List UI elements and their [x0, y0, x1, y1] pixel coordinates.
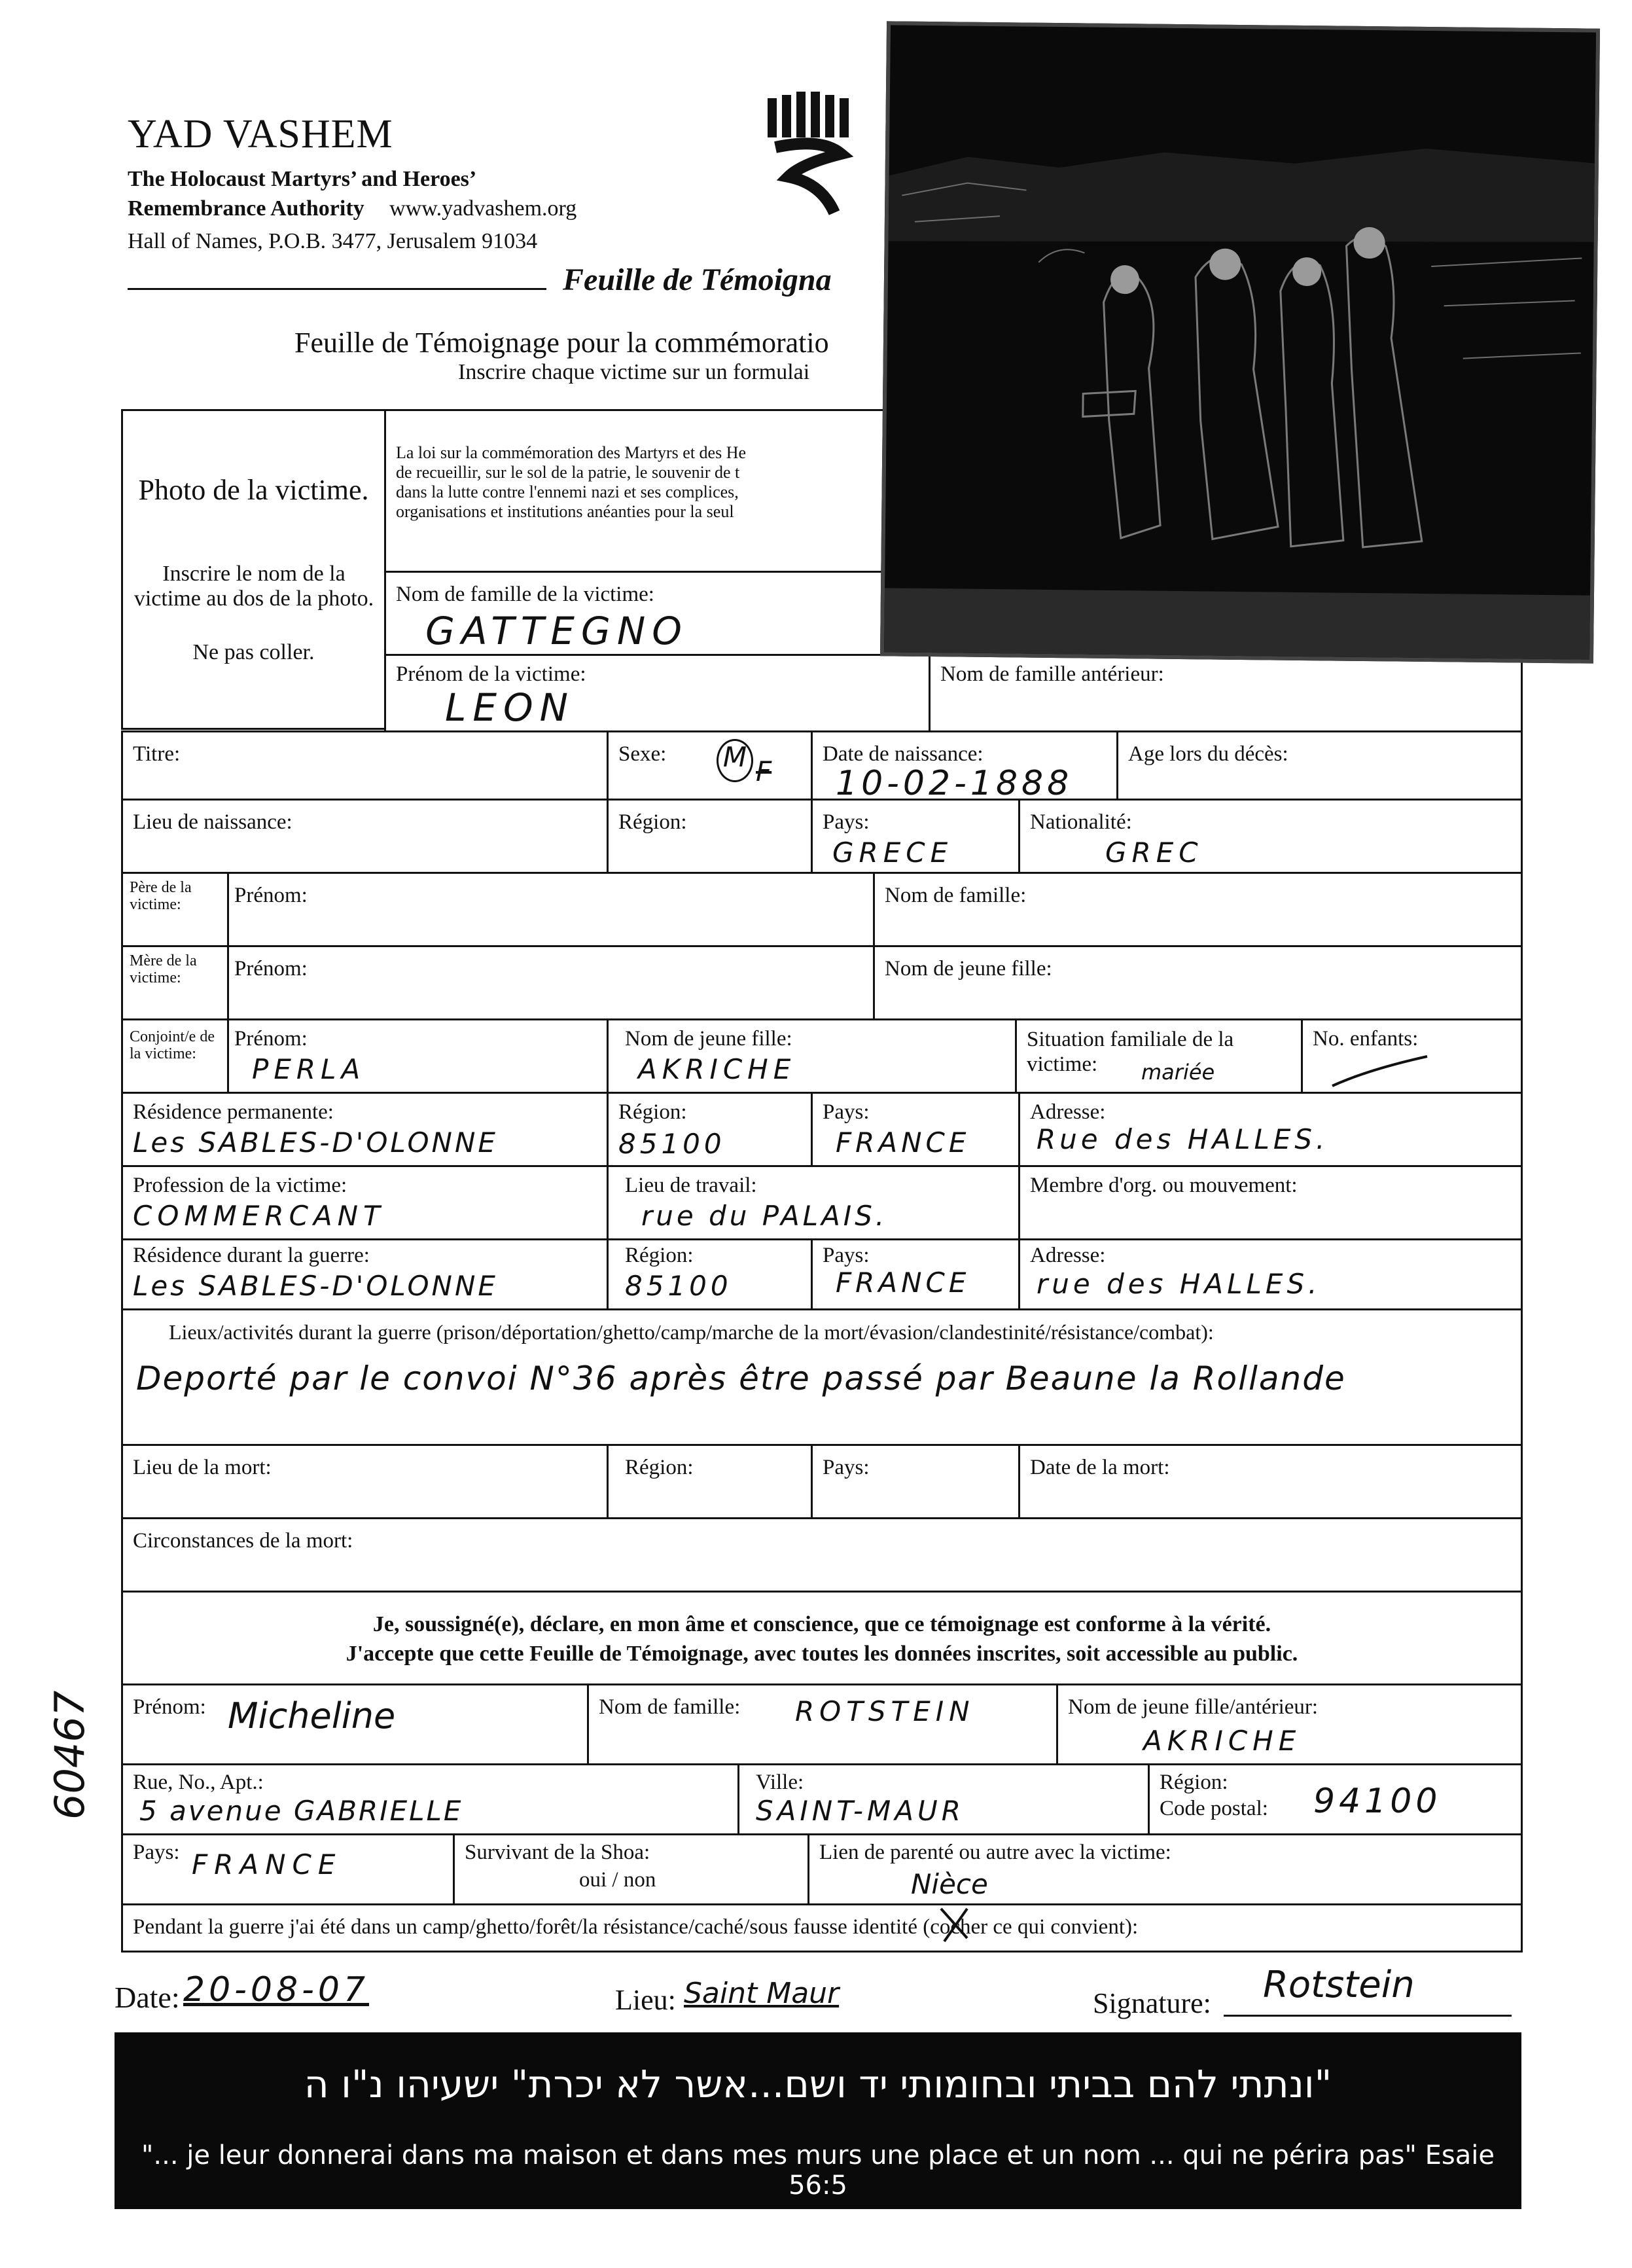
war-address-value: rue des HALLES.: [1037, 1268, 1321, 1300]
residence-country-label: Pays:: [823, 1100, 870, 1124]
residence-country-cell[interactable]: [811, 1092, 1020, 1167]
org-address: Hall of Names, P.O.B. 3477, Jerusalem 91034: [128, 229, 538, 253]
birth-region-cell[interactable]: [607, 799, 813, 874]
birth-date-label: Date de naissance:: [823, 742, 984, 766]
birth-place-label: Lieu de naissance:: [133, 810, 293, 834]
family-status-label: Situation familiale de la victime:: [1027, 1028, 1234, 1076]
birth-place-cell[interactable]: [121, 799, 609, 874]
sex-value-m: M: [717, 739, 753, 782]
children-cell[interactable]: [1301, 1018, 1523, 1094]
spouse-maiden-cell[interactable]: [607, 1018, 1017, 1094]
org-url: www.yadvashem.org: [389, 196, 577, 221]
residence-address-label: Adresse:: [1030, 1100, 1106, 1124]
sex-value-f-struck: F: [756, 755, 772, 787]
war-residence-label: Résidence durant la guerre:: [133, 1244, 370, 1267]
war-region-cell[interactable]: [607, 1238, 813, 1310]
submitter-city-label: Ville:: [756, 1771, 804, 1794]
submitter-maiden-value: AKRICHE: [1143, 1725, 1302, 1757]
victim-first-value: LEON: [445, 685, 575, 730]
death-region-cell[interactable]: [607, 1444, 813, 1519]
footer-signature-label: Signature:: [1093, 1987, 1211, 2019]
nationality-label: Nationalité:: [1030, 810, 1132, 834]
yad-vashem-logo: [762, 92, 867, 216]
footer-date-value[interactable]: 20-08-07: [183, 1970, 370, 2009]
war-status-label: Pendant la guerre j'ai été dans un camp/ghetto/forêt/la résistance/caché/sous fausse identité (cocher ce qui convient):: [133, 1915, 1139, 1939]
spouse-first-label: Prénom:: [234, 1027, 308, 1051]
submitter-street-label: Rue, No., Apt.:: [133, 1771, 264, 1794]
relation-label: Lien de parenté ou autre avec la victime:: [819, 1841, 1171, 1864]
mother-first-cell[interactable]: [227, 945, 875, 1020]
submitter-city-cell[interactable]: [737, 1763, 1150, 1835]
spouse-side-label: Conjoint/e de la victime:: [130, 1028, 215, 1062]
workplace-value: rue du PALAIS.: [641, 1200, 888, 1232]
birth-date-value: 10-02-1888: [836, 764, 1073, 803]
relation-value: Nièce: [911, 1868, 988, 1900]
profession-label: Profession de la victime:: [133, 1174, 347, 1197]
war-address-cell[interactable]: [1018, 1238, 1523, 1310]
victim-photo: [880, 21, 1600, 663]
victim-photo-image: [884, 25, 1597, 660]
war-region-value: 85100: [625, 1270, 732, 1302]
quote-banner: [115, 2032, 1521, 2209]
submitter-maiden-label: Nom de jeune fille/antérieur:: [1068, 1695, 1319, 1719]
residence-region-cell[interactable]: [607, 1092, 813, 1167]
death-place-cell[interactable]: [121, 1444, 609, 1519]
law-line-2: de recueillir, sur le sol de la patrie, le souvenir de t: [396, 463, 740, 482]
age-cell[interactable]: [1116, 730, 1523, 801]
prev-family-label: Nom de famille antérieur:: [940, 662, 1164, 686]
title-cell[interactable]: [121, 730, 609, 801]
submitter-maiden-cell[interactable]: [1056, 1683, 1523, 1765]
spouse-side-cell: [121, 1018, 229, 1094]
children-dash-mark: [1329, 1053, 1434, 1092]
survivor-cell[interactable]: [453, 1833, 809, 1905]
title-label: Titre:: [133, 742, 181, 766]
spouse-first-value: PERLA: [252, 1053, 366, 1085]
mother-maiden-cell[interactable]: [873, 945, 1523, 1020]
submitter-country-cell[interactable]: [121, 1833, 455, 1905]
relation-cell[interactable]: [807, 1833, 1523, 1905]
residence-address-cell[interactable]: [1018, 1092, 1523, 1167]
residence-region-value: 85100: [618, 1128, 726, 1160]
banner-hebrew-quote: "ונתתי להם בביתי ובחומותי יד ושם...אשר לא יכרת" ישעיהו נ"ו ה: [304, 2062, 1332, 2106]
submitter-family-value: ROTSTEIN: [795, 1695, 975, 1727]
death-country-label: Pays:: [823, 1456, 870, 1479]
org-line2-bold: Remembrance Authority: [128, 196, 364, 221]
submitter-city-value: SAINT-MAUR: [756, 1795, 965, 1827]
declaration-line2: J'accepte que cette Feuille de Témoignage, avec toutes les données inscrites, soit accessible au public.: [346, 1642, 1298, 1666]
prev-family-cell[interactable]: [929, 654, 1523, 732]
nationality-value: GREC: [1105, 837, 1203, 869]
submitter-street-cell[interactable]: [121, 1763, 739, 1835]
submitter-country-value: FRANCE: [192, 1848, 342, 1881]
residence-region-label: Région:: [618, 1100, 687, 1124]
war-country-value: FRANCE: [836, 1267, 970, 1299]
submitter-first-label: Prénom:: [133, 1695, 206, 1719]
war-address-label: Adresse:: [1030, 1244, 1106, 1267]
mother-side-cell: [121, 945, 229, 1020]
father-first-label: Prénom:: [234, 884, 308, 907]
father-family-label: Nom de famille:: [885, 884, 1027, 907]
footer-place-value[interactable]: Saint Maur: [684, 1977, 840, 2010]
victim-family-label: Nom de famille de la victime:: [396, 583, 654, 606]
footer-place-label: Lieu:: [615, 1984, 676, 2016]
law-line-4: organisations et institutions anéanties pour la seul: [396, 502, 734, 521]
death-circumstances-label: Circonstances de la mort:: [133, 1529, 353, 1553]
sex-cell[interactable]: [607, 730, 813, 801]
membership-label: Membre d'org. ou mouvement:: [1030, 1174, 1298, 1197]
nationality-cell[interactable]: [1018, 799, 1523, 874]
photo-box-instructions: Inscrire le nom de la victime au dos de la photo.: [133, 562, 374, 611]
declaration-box: [121, 1591, 1523, 1685]
law-line-1: La loi sur la commémoration des Martyrs et des He: [396, 443, 747, 462]
submitter-postal-value: 94100: [1313, 1782, 1442, 1821]
submitter-country-label: Pays:: [133, 1841, 180, 1864]
org-line2: [128, 196, 577, 221]
residence-label: Résidence permanente:: [133, 1100, 334, 1124]
war-region-label: Région:: [625, 1244, 694, 1267]
submitter-family-label: Nom de famille:: [599, 1695, 741, 1719]
org-line1: The Holocaust Martyrs’ and Heroes’: [128, 167, 477, 191]
children-label: No. enfants:: [1313, 1027, 1419, 1051]
war-residence-cell[interactable]: [121, 1238, 609, 1310]
age-label: Age lors du décès:: [1128, 742, 1288, 766]
membership-cell[interactable]: [1018, 1165, 1523, 1240]
death-place-label: Lieu de la mort:: [133, 1456, 272, 1479]
header-rule: [128, 288, 546, 290]
family-status-cell[interactable]: [1015, 1018, 1303, 1094]
workplace-cell[interactable]: [607, 1165, 1020, 1240]
declaration-line1: Je, soussigné(e), déclare, en mon âme et conscience, que ce témoignage est conforme à la vérité.: [372, 1612, 1271, 1636]
submitter-first-cell[interactable]: [121, 1683, 589, 1765]
victim-family-value: GATTEGNO: [425, 609, 688, 653]
photo-box-no-glue: Ne pas coller.: [192, 640, 315, 664]
mother-maiden-label: Nom de jeune fille:: [885, 957, 1052, 981]
profession-cell[interactable]: [121, 1165, 609, 1240]
family-status-value: mariée: [1141, 1060, 1215, 1085]
war-status-cell[interactable]: [121, 1903, 1523, 1953]
photo-box-title: Photo de la victime.: [138, 474, 369, 506]
war-residence-value: Les SABLES-D'OLONNE: [133, 1270, 498, 1302]
birth-country-label: Pays:: [823, 810, 870, 834]
submitter-first-value: Micheline: [228, 1695, 396, 1737]
war-activities-label: Lieux/activités durant la guerre (prison/déportation/ghetto/camp/marche de la mort/évasion/clandestinité/résistance/combat):: [169, 1320, 1214, 1344]
spouse-maiden-label: Nom de jeune fille:: [625, 1027, 792, 1051]
birth-date-cell[interactable]: [811, 730, 1118, 801]
war-activities-value: Deporté par le convoi N°36 après être passé par Beaune la Rollande: [136, 1359, 1346, 1397]
submitter-postal-label: Code postal:: [1160, 1797, 1268, 1820]
footer-signature-value[interactable]: Rotstein: [1263, 1964, 1415, 2006]
sex-label: Sexe:: [618, 742, 667, 766]
signature-rule: [1224, 2015, 1512, 2017]
victim-first-label: Prénom de la victime:: [396, 662, 586, 686]
father-family-cell[interactable]: [873, 872, 1523, 947]
residence-cell[interactable]: [121, 1092, 609, 1167]
death-region-label: Région:: [625, 1456, 694, 1479]
residence-value: Les SABLES-D'OLONNE: [133, 1126, 498, 1159]
mother-side-label: Mère de la victime:: [130, 952, 197, 986]
father-first-cell[interactable]: [227, 872, 875, 947]
victim-first-cell[interactable]: [384, 654, 931, 732]
photo-box: [121, 409, 386, 730]
survivor-options[interactable]: oui / non: [579, 1868, 656, 1892]
profession-value: COMMERCANT: [133, 1200, 385, 1232]
residence-country-value: FRANCE: [836, 1126, 970, 1159]
father-side-label: Père de la victime:: [130, 879, 192, 913]
submitter-street-value: 5 avenue GABRIELLE: [139, 1795, 463, 1827]
death-date-label: Date de la mort:: [1030, 1456, 1170, 1479]
father-side-cell: [121, 872, 229, 947]
death-date-cell[interactable]: [1018, 1444, 1523, 1519]
form-subtitle: Feuille de Témoignage pour la commémoratio: [294, 327, 829, 359]
birth-country-value: GRECE: [832, 837, 953, 869]
survivor-label: Survivant de la Shoa:: [465, 1841, 650, 1864]
form-title: Feuille de Témoigna: [563, 262, 832, 297]
workplace-label: Lieu de travail:: [625, 1174, 757, 1197]
residence-address-value: Rue des HALLES.: [1037, 1123, 1329, 1155]
birth-country-cell[interactable]: [811, 799, 1020, 874]
spouse-first-cell[interactable]: [227, 1018, 609, 1094]
org-name: YAD VASHEM: [128, 112, 393, 156]
banner-french-quote: "... je leur donnerai dans ma maison et dans mes murs une place et un nom ... qui ne périra pas" Esaie 56:5: [141, 2140, 1495, 2201]
war-activities-cell[interactable]: [121, 1308, 1523, 1446]
mother-first-label: Prénom:: [234, 957, 308, 981]
war-country-label: Pays:: [823, 1244, 870, 1267]
form-subtitle2: Inscrire chaque victime sur un formulai: [458, 360, 810, 384]
submitter-region-label: Région:: [1160, 1771, 1228, 1794]
side-record-number: 60467: [46, 1690, 94, 1820]
death-country-cell[interactable]: [811, 1444, 1020, 1519]
war-status-check-mark: [934, 1905, 974, 1945]
law-line-3: dans la lutte contre l'ennemi nazi et ses complices,: [396, 482, 739, 501]
submitter-family-cell[interactable]: [587, 1683, 1058, 1765]
death-circumstances-cell[interactable]: [121, 1517, 1523, 1593]
submitter-region-cell[interactable]: [1148, 1763, 1523, 1835]
war-country-cell[interactable]: [811, 1238, 1020, 1310]
footer-date-label: Date:: [115, 1981, 180, 2014]
birth-region-label: Région:: [618, 810, 687, 834]
spouse-maiden-value: AKRICHE: [638, 1053, 796, 1085]
